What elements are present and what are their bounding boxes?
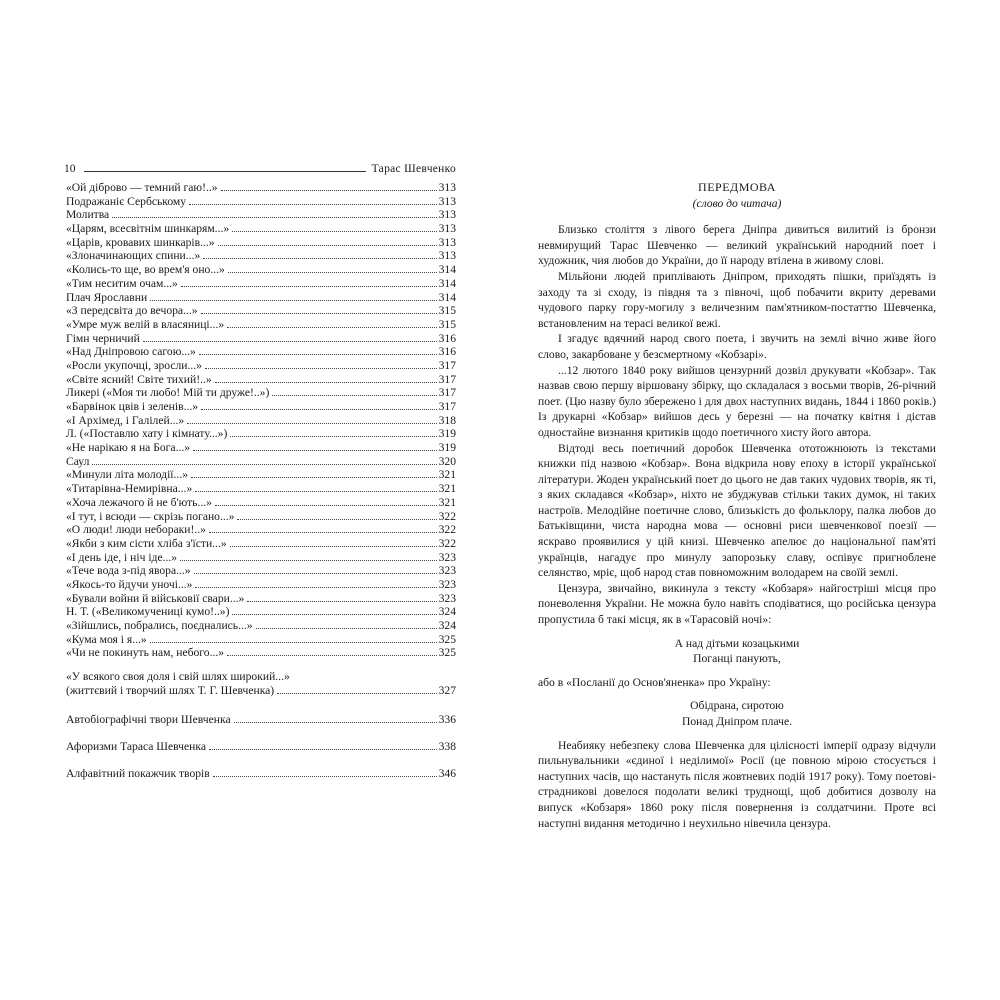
toc-entry: [66, 181, 456, 195]
toc-entry-page: 317: [438, 386, 456, 400]
toc-leader: [150, 642, 437, 643]
verse-quote-1: [538, 636, 936, 667]
running-head-author: Тарас Шевченко: [371, 163, 456, 175]
toc-extra-title: Алфавітний покажчик творів: [66, 767, 210, 780]
toc-entry-page: 325: [438, 646, 456, 660]
toc-entry-title: Гімн черничий: [66, 331, 140, 345]
paragraph-7: або в «Посланії до Основ'яненка» про Україну:: [538, 675, 771, 689]
toc-entry: [66, 468, 456, 482]
toc-entry-page: 323: [438, 550, 456, 564]
toc-leader: [201, 409, 437, 410]
toc-extra-entry: [66, 713, 456, 727]
toc-entry-title: Саул: [66, 454, 90, 468]
toc-leader: [232, 614, 436, 615]
toc-entry-title: Н. Т. («Великомучениці кумо!..»): [66, 605, 230, 619]
paragraph-6: Цензура, звичайно, викинула з тексту «Кобзаря» найгостріші місця про поневолення України. Не можна було навіть сподіватися, що російська цензура пропустила б такі місця, як в «Тарасовій ночі»:: [538, 581, 936, 627]
paragraph-3: І згадує вдячний народ свого поета, і звучить на землі вічно живе його слово, закарбоване у безсмертному «Кобзарі».: [538, 332, 936, 361]
toc-entry: [66, 427, 456, 441]
toc-entry-title: «Кума моя і я...»: [66, 632, 147, 646]
toc-extra-page: 346: [438, 767, 456, 780]
page-number: 10: [64, 163, 76, 175]
toc-leader: [180, 560, 437, 561]
toc-entry-title: Молитва: [66, 208, 110, 222]
toc-leader: [227, 655, 437, 656]
toc-leader: [221, 190, 437, 191]
toc-entry-page: 313: [438, 249, 456, 263]
toc-leader: [247, 601, 436, 602]
verse-line: Обідрана, сиротою: [690, 699, 784, 713]
toc-entry: [66, 291, 456, 305]
paragraph-1: Близько століття з лівого берега Дніпра дивиться вилитий із бронзи невмирущий Тарас Шевченко — великий український народний поет і художник, чия любов до України, до її народу втілена в живому слові.: [538, 223, 936, 268]
toc-entry-title: «Титарівна-Немирівна...»: [66, 482, 193, 496]
header-rule: [84, 171, 366, 172]
toc-entry-page: 323: [438, 591, 456, 605]
toc-leader: [237, 519, 436, 520]
toc-entry: [66, 578, 456, 592]
toc-leader: [230, 546, 437, 547]
toc-entry-page: 313: [438, 222, 456, 236]
toc-entry: [66, 537, 456, 551]
toc-entry-page: 313: [438, 181, 456, 194]
toc-leader: [112, 217, 436, 218]
toc-entry-page: 324: [438, 605, 456, 619]
toc-leader: [218, 245, 437, 246]
toc-entry-page: 313: [438, 208, 456, 222]
toc-leader: [143, 341, 437, 342]
essay-title-line2: (життєвий і творчий шлях Т. Г. Шевченка): [66, 684, 275, 697]
toc-entry: [66, 510, 456, 524]
paragraph-5: Відтоді весь поетичний доробок Шевченка ототожнюють із текстами книжки під назвою «Кобзар». Вона відкрила нову епоху в історії української літератури. Жоден український поет до цього не дав таких чудових творів, як ті, з яких складався «Кобзар», ніхто не збуджував стільки таких думок, ні таких настроїв. Мелодійне поетичне слово, близькість до фольклору, палка любов до Батьківщини, чиста народна мова — основні риси шевченкової поезії — яскраво проявилися у цій книзі. Шевченко апелює до національної пам'яті українців, нагадує про минулу запорозьку славу, оспівує пригноблене селянство, мріє, щоб народ став повноможним володарем на своїй землі.: [538, 441, 936, 580]
toc-entry-title: «Барвінок цвів і зеленів...»: [66, 400, 199, 413]
toc-entry-page: 324: [438, 619, 456, 632]
toc-leader: [272, 395, 436, 396]
toc-leader: [227, 327, 436, 328]
toc-entry-page: 321: [438, 468, 456, 482]
toc-entry: [66, 222, 456, 236]
toc-entry-title: Плач Ярославни: [66, 290, 148, 304]
toc-entry-page: 319: [438, 441, 456, 455]
toc-leader: [228, 272, 437, 273]
toc-entry: [66, 633, 456, 647]
toc-entry-title: «Чи не покинуть нам, небого...»: [66, 646, 225, 660]
toc-entry-page: 315: [438, 317, 456, 331]
toc-entry-page: 322: [438, 536, 456, 550]
toc-entry: [66, 482, 456, 496]
toc-entry-page: 313: [438, 235, 456, 249]
toc-leader: [201, 313, 437, 314]
toc-leader: [256, 628, 437, 629]
toc-entry: [66, 400, 456, 414]
toc-entry: [66, 263, 456, 277]
toc-entry-page: 314: [438, 263, 456, 277]
paragraph-2: Мільйони людей приплівають Дніпром, приходять пішки, приїздять із заходу та зі сходу, із півдня та з півночі, щоб побачити вкриту деревами чудового парку гору-могилу з величезним пам'ятником-постаттю Шевченка, встановленим на терасі великої вежі.: [538, 269, 936, 330]
running-head: [64, 162, 456, 176]
toc-leader: [205, 368, 437, 369]
verse-line: Поганці панують,: [693, 652, 781, 666]
toc-entry-title: «І день іде, і ніч іде...»: [66, 550, 178, 564]
toc-entry: [66, 332, 456, 346]
toc-leader: [230, 436, 436, 437]
toc-entry-title: «Тим неситим очам...»: [66, 276, 178, 290]
toc-entry-page: 313: [438, 194, 456, 208]
toc-entry-page: 317: [438, 372, 456, 386]
toc-leader: [92, 464, 436, 465]
toc-entry-title: «Хоча лежачого й не б'ють...»: [66, 495, 212, 509]
toc-entry: [66, 236, 456, 250]
verse-quote-2: [538, 698, 936, 729]
toc-entry-page: 317: [438, 400, 456, 413]
toc-leader: [150, 300, 436, 301]
toc-entry: [66, 359, 456, 373]
toc-entry-page: 314: [438, 290, 456, 304]
toc-entry: [66, 441, 456, 455]
toc-entry-title: «Царів, кровавих шинкарів...»: [66, 235, 215, 249]
toc-entry-page: 323: [438, 577, 456, 591]
toc-entry: [66, 455, 456, 469]
toc-entry-title: «Злоначинающих спини...»: [66, 249, 201, 263]
toc-leader: [215, 505, 437, 506]
toc-entry-title: «Умре муж велій в власяниці...»: [66, 317, 225, 331]
toc-leader: [195, 491, 436, 492]
toc-leader: [191, 477, 437, 478]
verse-line: Понад Дніпром плаче.: [681, 715, 792, 728]
toc-entry: [66, 496, 456, 510]
toc-leader: [234, 722, 437, 723]
toc-entry-page: 316: [438, 331, 456, 345]
toc-entry-title: «Зійшлись, побрались, поєднались...»: [66, 619, 253, 632]
preface-title: ПЕРЕДМОВА: [698, 180, 776, 194]
toc-entry-title: «І тут, і всюди — скрізь погано...»: [66, 509, 235, 523]
toc-entry-title: Подражаніє Сербському: [66, 194, 187, 208]
toc-entry: [66, 564, 456, 578]
toc-entry-page: 318: [438, 413, 456, 427]
toc-entry: [66, 195, 456, 209]
toc-leader: [232, 231, 436, 232]
toc-extra-page: 336: [438, 713, 456, 726]
toc-entry-page: 323: [438, 564, 456, 578]
toc-leader: [209, 532, 437, 533]
toc-entry-title: «Тече вода з-під явора...»: [66, 564, 191, 578]
preface-subtitle: (слово до читача): [692, 196, 782, 210]
toc-entry: [66, 646, 456, 660]
toc-leader: [189, 204, 437, 205]
essay-title-line1: «У всякого своя доля і свій шлях широкий...»: [66, 670, 290, 683]
toc-leader: [187, 423, 436, 424]
toc-entry-title: «О люди! люди небораки!..»: [66, 523, 206, 537]
toc-entry-title: Л. («Поставлю хату і кімнату...»): [66, 427, 228, 441]
toc-entry: [66, 523, 456, 537]
toc-leader: [193, 450, 437, 451]
toc-leader: [181, 286, 437, 287]
toc-entry: [66, 277, 456, 291]
toc-entry: [66, 619, 456, 633]
essay-page: 327: [438, 684, 456, 697]
toc-entry: [66, 592, 456, 606]
toc-entry-page: 322: [438, 523, 456, 537]
toc-entry-page: 321: [438, 495, 456, 509]
toc-leader: [195, 587, 436, 588]
table-of-contents: [66, 181, 456, 660]
toc-entry: [66, 249, 456, 263]
toc-entry: [66, 304, 456, 318]
toc-entry-title: «Колись-то ще, во врем'я оно...»: [66, 263, 225, 277]
toc-entry: [66, 318, 456, 332]
toc-entry-title: «Якось-то йдучи уночі...»: [66, 577, 193, 591]
toc-entry-title: «Над Дніпровою сагою...»: [66, 345, 196, 359]
toc-entry-page: 314: [438, 276, 456, 290]
toc-entry-title: «Ой діброво — темний гаю!..»: [66, 181, 218, 194]
toc-leader: [213, 776, 437, 777]
toc-entry-page: 322: [438, 509, 456, 523]
toc-entry-page: 315: [438, 304, 456, 318]
toc-entry-page: 320: [438, 454, 456, 468]
toc-entry: [66, 373, 456, 387]
toc-entry-page: 317: [438, 358, 456, 372]
toc-entry: [66, 208, 456, 222]
toc-entry-title: «І Архімед, і Галілей...»: [66, 413, 185, 427]
toc-leader: [209, 749, 437, 750]
toc-extra-title: Афоризми Тараса Шевченка: [66, 740, 206, 753]
toc-entry-page: 316: [438, 345, 456, 359]
toc-entry-title: Ликері («Моя ти любо! Мій ти друже!..»): [66, 386, 270, 400]
toc-entry: [66, 386, 456, 400]
toc-entry-page: 321: [438, 482, 456, 496]
toc-entry: [66, 414, 456, 428]
preface: [538, 180, 936, 831]
toc-entry-title: «Бували войни й військовії свари...»: [66, 591, 245, 605]
toc-entry-title: «Росли укупочці, зросли...»: [66, 358, 202, 372]
toc-extra-entry: [66, 767, 456, 781]
toc-entry-title: «Світе ясний! Світе тихий!..»: [66, 372, 212, 386]
toc-extra-title: Автобіографічні твори Шевченка: [66, 713, 231, 726]
toc-entry-title: «Царям, всесвітнім шинкарям...»: [66, 222, 230, 236]
toc-extra-page: 338: [438, 740, 456, 753]
paragraph-8: Неабияку небезпеку слова Шевченка для цілісності імперії одразу відчули пильнувальники «єдиної і неділимої» Росії (це повною мірою стосується і наступних часів, що настануть після жовтневих подій 1917 року). Тому поетові-страдникові довелося подолати великі труднощі, щоб добитися дозволу на випуск «Кобзаря» 1860 року після повернення із солдатчини. Проте всі наступні видання методично і неухильно нівечила цензура.: [538, 738, 936, 830]
toc-entry-title: «З передсвіта до вечора...»: [66, 304, 198, 318]
toc-leader: [203, 258, 436, 259]
toc-entry-title: «Якби з ким сісти хліба з'їсти...»: [66, 536, 227, 550]
toc-entry: [66, 345, 456, 359]
toc-leader: [199, 354, 437, 355]
toc-entry-page: 319: [438, 427, 456, 441]
toc-leader: [194, 573, 437, 574]
toc-leader: [215, 382, 437, 383]
toc-essay-entry: [66, 670, 456, 698]
toc-leader: [277, 693, 436, 694]
toc-extra-entry: [66, 740, 456, 754]
toc-entry-title: «Минули літа молодії...»: [66, 468, 189, 482]
paragraph-4: ...12 лютого 1840 року вийшов цензурний дозвіл друкувати «Кобзар». Так назвав свою першу віршовану збірку, що складалася з восьми творів, 26-річний поет. (Цю назву було збережено і для двох наступних видань, 1844 і 1860 років.) Із друкарні «Кобзар» вийшов десь у березні — на початку квітня і дістав одностайне визнання критиків щодо поетичного хисту його автора.: [538, 363, 936, 439]
toc-entry-title: «Не нарікаю я на Бога...»: [66, 441, 191, 455]
toc-entry: [66, 551, 456, 565]
verse-line: А над дітьми козацькими: [674, 636, 800, 650]
toc-entry-page: 325: [438, 632, 456, 646]
toc-entry: [66, 605, 456, 619]
